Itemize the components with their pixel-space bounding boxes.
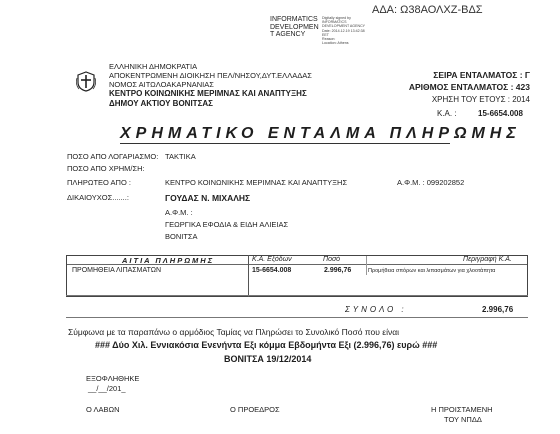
head-signature-line1: Η ΠΡΟΙΣΤΑΜΕΝΗ <box>431 405 493 414</box>
header-organization: ΚΕΝΤΡΟ ΚΟΙΝΩΝΙΚΗΣ ΜΕΡΙΜΝΑΣ ΚΑΙ ΑΝΑΠΤΥΞΗΣ <box>109 89 307 98</box>
receiver-signature: Ο ΛΑΒΩΝ <box>86 405 120 414</box>
table-cell-amount: 2.996,76 <box>324 267 352 274</box>
header-prefecture: ΝΟΜΟΣ ΑΙΤΩΛΟΑΚΑΡΝΑΝΙΑΣ <box>109 80 214 89</box>
total-value: 2.996,76 <box>482 305 514 314</box>
payer-afm: Α.Φ.Μ. : 099202852 <box>397 178 465 187</box>
place-date: ΒΟΝΙΤΣΑ 19/12/2014 <box>224 354 312 364</box>
signature-detail-line: Location: Athens <box>322 41 349 46</box>
signature-detail-line: Date: 2014.12.19 13:42:38 <box>322 28 365 33</box>
signature-org-line: T AGENCY <box>270 31 306 38</box>
total-rule <box>66 317 528 318</box>
paid-date: __/__/201_ <box>88 384 126 393</box>
table-bottom-rule <box>66 295 528 296</box>
beneficiary-label: ΔΙΚΑΙΟΥΧΟΣ.......: <box>67 193 129 202</box>
beneficiary-afm: Α.Φ.Μ. : <box>165 208 193 217</box>
signature-detail-line: EET <box>322 32 329 37</box>
header-municipality: ΔΗΜΟΥ ΑΚΤΙΟΥ ΒΟΝΙΤΣΑΣ <box>109 99 213 108</box>
signature-detail-line: DEVELOPMENT AGENCY <box>322 24 366 29</box>
president-signature: Ο ΠΡΟΕΔΡΟΣ <box>230 405 280 414</box>
title-underline <box>120 143 450 144</box>
table-cell-description: Προμήθεια σπόρων και λιπασμάτων για χλοοτάπητα <box>368 268 496 274</box>
payable-value: ΚΕΝΤΡΟ ΚΟΙΝΩΝΙΚΗΣ ΜΕΡΙΜΝΑΣ ΚΑΙ ΑΝΑΠΤΥΞΗΣ <box>165 178 348 187</box>
warrant-number: ΑΡΙΘΜΟΣ ΕΝΤΑΛΜΑΤΟΣ : 423 <box>408 82 530 92</box>
usage-label: ΠΟΣΟ ΑΠΟ ΧΡΗΜ/ΣΗ: <box>67 164 145 173</box>
header-administration: ΑΠΟΚΕΝΤΡΩΜΕΝΗ ΔΙΟΙΚΗΣΗ ΠΕΛ/ΝΗΣΟΥ,ΔΥΤ.ΕΛΛΑΔΑΣ <box>109 71 312 80</box>
warrant-series: ΣΕΙΡΑ ΕΝΤΑΛΜΑΤΟΣ : Γ <box>433 70 530 80</box>
header-republic: ΕΛΛΗΝΙΚΗ ΔΗΜΟΚΡΑΤΙΑ <box>109 62 198 71</box>
signature-org-line: DEVELOPMEN <box>270 23 319 31</box>
col-header-cause: ΑΙΤΙΑ ΠΛΗΡΩΜΗΣ <box>122 256 215 265</box>
account-label: ΠΟΣΟ ΑΠΟ ΛΟΓΑΡΙΑΣΜΟ: <box>67 152 159 161</box>
table-cell-ka: 15-6654.008 <box>252 267 292 274</box>
table-cell-cause: ΠΡΟΜΗΘΕΙΑ ΛΙΠΑΣΜΑΤΩΝ <box>72 267 162 274</box>
signature-detail-line: Reason: <box>322 37 336 42</box>
beneficiary-activity: ΓΕΩΡΓΙΚΑ ΕΦΟΔΙΑ & ΕΙΔΗ ΑΛΙΕΙΑΣ <box>165 220 289 229</box>
col-header-ka: Κ.Α. Εξόδων <box>252 256 292 263</box>
amount-in-words: ### Δύο Χιλ. Εννιακόσια Ενενήντα Εξι κόμμα Εβδομήντα Εξι (2.996,76) ευρώ ### <box>95 340 438 350</box>
document-title: ΧΡΗΜΑΤΙΚΟ ΕΝΤΑΛΜΑ ΠΛΗΡΩΜΗΣ <box>120 125 521 142</box>
ka-value: 15-6654.008 <box>478 109 523 118</box>
instruction-paragraph: Σύμφωνα με τα παραπάνω ο αρμόδιος Ταμίας να Πληρώσει το Συνολικό Ποσό που είναι <box>68 327 400 337</box>
head-signature-line2: ΤΟΥ ΝΠΔΔ <box>444 415 482 424</box>
digital-signature-stamp <box>270 16 370 46</box>
table-divider <box>248 255 249 297</box>
beneficiary-city: ΒΟΝΙΤΣΑ <box>165 232 198 241</box>
paid-label: ΕΞΟΦΛΗΘΗΚΕ <box>86 374 140 383</box>
total-label: ΣΥΝΟΛΟ : <box>345 305 407 314</box>
ada-code: ΑΔΑ: Ω38ΑΟΛΧΖ-ΒΔΣ <box>372 4 483 16</box>
col-header-amount: Ποσό <box>323 256 341 263</box>
beneficiary-name: ΓΟΥΔΑΣ Ν. ΜΙΧΑΛΗΣ <box>165 193 251 203</box>
payable-label: ΠΛΗΡΩΤΕΟ ΑΠΟ : <box>67 178 131 187</box>
col-header-description: Περιγραφή Κ.Α. <box>463 256 512 263</box>
signature-org-line: INFORMATICS <box>270 16 318 23</box>
coat-of-arms-icon <box>76 70 96 92</box>
account-value: ΤΑΚΤΙΚΑ <box>165 152 196 161</box>
table-divider <box>366 256 367 275</box>
fiscal-year: ΧΡΗΣΗ ΤΟΥ ΕΤΟΥΣ : 2014 <box>431 95 530 104</box>
ka-label: Κ.Α. : <box>437 109 457 118</box>
signature-detail-line: INFORMATICS <box>322 20 347 25</box>
signature-detail-line: Digitally signed by <box>322 16 351 20</box>
